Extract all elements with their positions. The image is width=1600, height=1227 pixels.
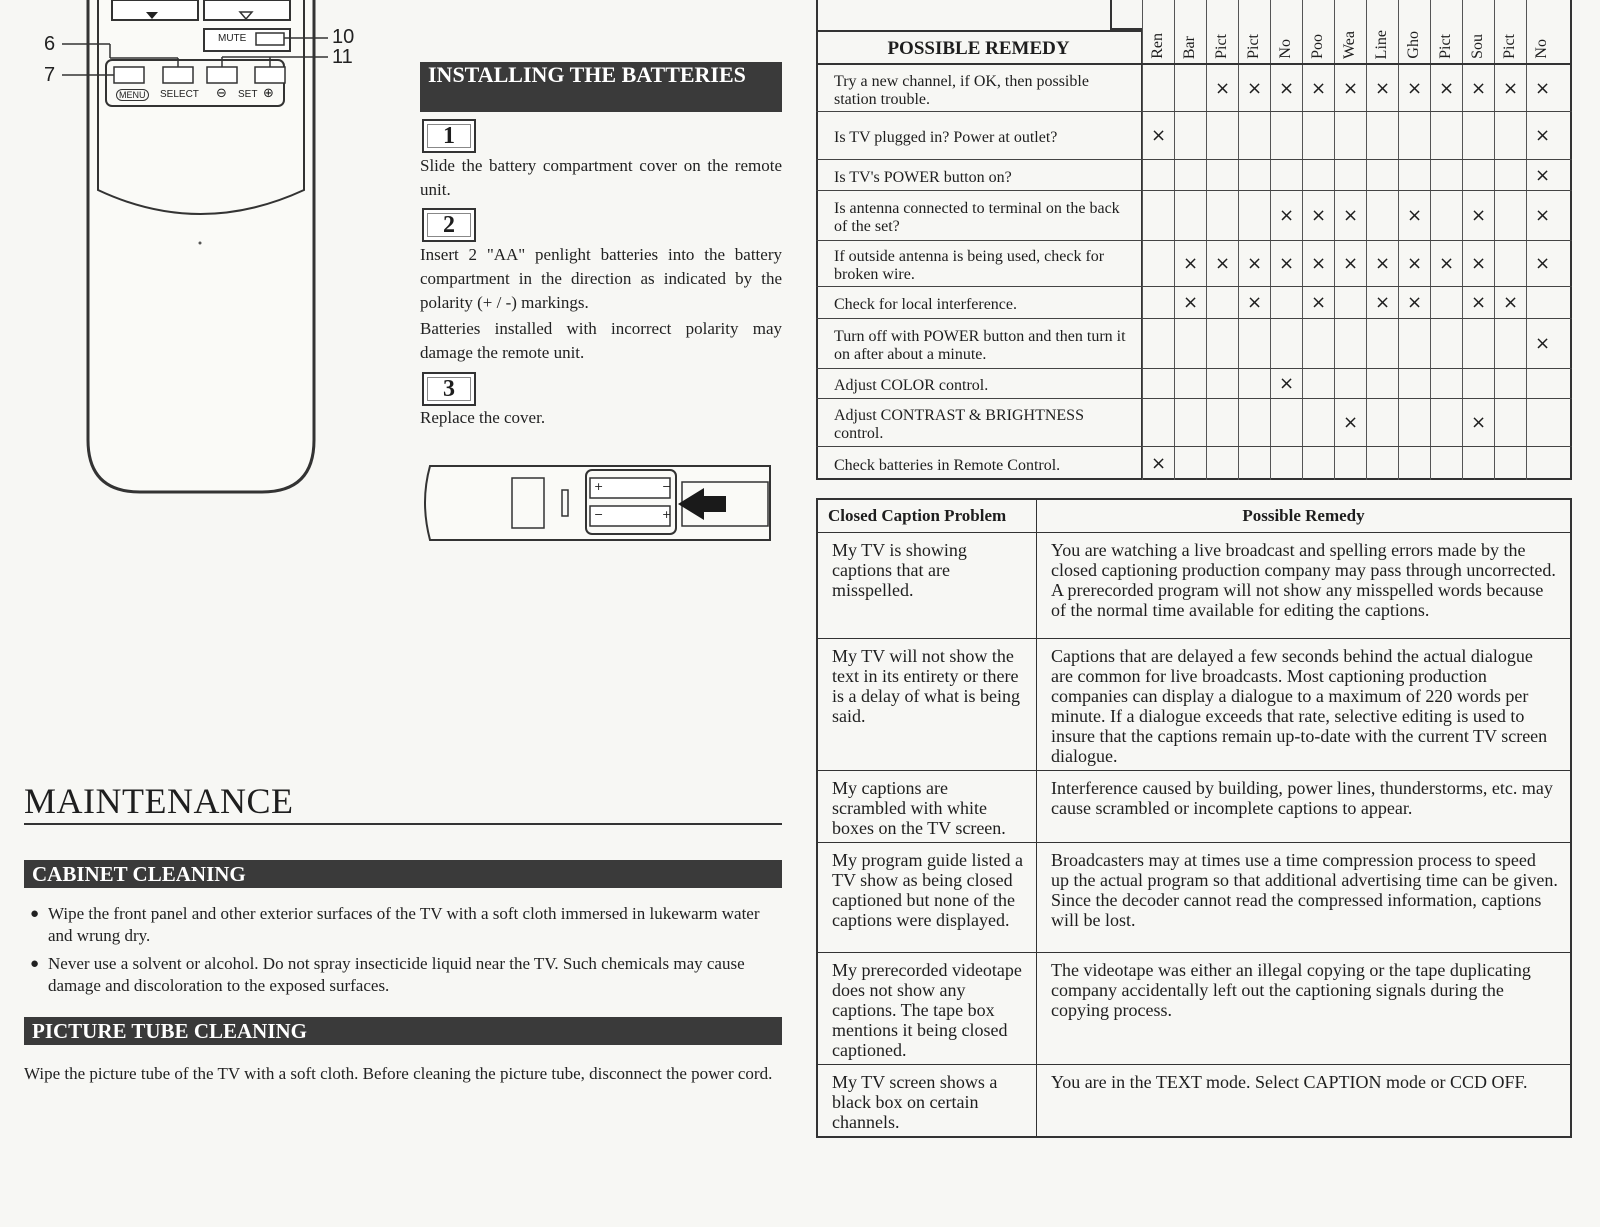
symptom-mark-cell: × [1462,287,1494,318]
cc-row [817,639,1571,771]
step-2-text: Insert 2 "AA" penlight batteries into the battery compartment in the direction as indicated by the polarity (+ / -) markings. [420,245,782,312]
diagram-plus-bottom: + [662,508,672,521]
symptom-column-label: Poo [1309,34,1326,59]
step-3-number: 3 [422,372,476,406]
symptom-mark-cell [1334,369,1366,398]
symptom-mark-cell [1174,160,1206,190]
symptom-mark-cell [1238,191,1270,240]
remedy-header-top-box [1110,0,1142,30]
symptom-mark-cell [1206,369,1238,398]
symptom-mark-cell [1366,112,1398,159]
symptom-column-label: No [1533,39,1550,59]
cc-problem: My TV screen shows a black box on certain channels. [817,1065,1037,1138]
symptom-mark-cell: × [1398,65,1430,111]
symptom-mark-cell [1302,399,1334,446]
symptom-mark-cell [1334,160,1366,190]
symptom-mark-cell [1462,369,1494,398]
symptom-column-header [1334,0,1366,63]
symptom-mark-cell [1270,112,1302,159]
symptom-mark-cell [1366,399,1398,446]
remedy-text: If outside antenna is being used, check for broken wire. [816,241,1142,286]
symptom-mark-cell [1142,241,1174,286]
maintenance-rule [24,823,782,825]
symptom-mark-cell [1334,287,1366,318]
symptom-mark-cell [1430,112,1462,159]
symptom-mark-cell [1238,112,1270,159]
remote-control-illustration [0,0,400,500]
diagram-minus-bottom: − [594,508,604,521]
symptom-mark-cell [1238,369,1270,398]
symptom-mark-cell [1142,399,1174,446]
symptom-column-header [1430,0,1462,63]
remedy-text: Check batteries in Remote Control. [816,447,1142,480]
step-1-text: Slide the battery compartment cover on the remote unit. [420,156,782,199]
symptom-mark-cell [1366,160,1398,190]
symptom-mark-cell [1430,399,1462,446]
symptom-mark-cell [1206,399,1238,446]
symptom-mark-cell [1142,319,1174,368]
symptom-mark-cell [1142,287,1174,318]
remedy-column-header: POSSIBLE REMEDY [816,30,1142,63]
symptom-mark-cell: × [1366,241,1398,286]
troubleshooting-row [816,286,1572,318]
symptom-mark-cell: × [1142,447,1174,480]
troubleshooting-row [816,368,1572,398]
cabinet-bullet-2: ● Never use a solvent or alcohol. Do not spray insecticide liquid near the TV. Such chemicals may cause damage and discoloration to the exposed surfaces. [30,954,745,995]
cc-problem: My TV is showing captions that are misspelled. [817,533,1037,639]
symptom-column-label: Ren [1149,33,1166,59]
symptom-mark-cell [1366,319,1398,368]
symptom-mark-cell [1494,191,1526,240]
troubleshooting-row [816,111,1572,159]
symptom-mark-cell: × [1462,191,1494,240]
symptom-mark-cell: × [1238,65,1270,111]
symptom-mark-cell [1206,191,1238,240]
symptom-mark-cell: × [1270,191,1302,240]
troubleshooting-row [816,190,1572,240]
symptom-mark-cell [1398,160,1430,190]
symptom-mark-cell [1302,160,1334,190]
symptom-mark-cell [1430,319,1462,368]
symptom-mark-cell [1174,319,1206,368]
step-2-warning: Batteries installed with incorrect polarity may damage the remote unit. [420,319,782,362]
symptom-mark-cell: × [1526,112,1558,159]
symptom-mark-cell [1174,399,1206,446]
cc-remedy: You are in the TEXT mode. Select CAPTION mode or CCD OFF. [1037,1065,1572,1138]
symptom-mark-cell: × [1526,160,1558,190]
symptom-mark-cell: × [1270,369,1302,398]
troubleshooting-row [816,240,1572,286]
symptom-mark-cell [1334,319,1366,368]
cabinet-bullet-1: ● Wipe the front panel and other exterior surfaces of the TV with a soft cloth immersed in lukewarm water and wrung dry. [30,904,760,945]
troubleshooting-row [816,398,1572,446]
remedy-text: Turn off with POWER button and then turn it on after about a minute. [816,319,1142,368]
remedy-text: Is antenna connected to terminal on the back of the set? [816,191,1142,240]
symptom-mark-cell: × [1302,191,1334,240]
symptom-mark-cell [1142,65,1174,111]
symptom-column-label: No [1277,39,1294,59]
symptom-mark-cell [1430,287,1462,318]
select-label: SELECT [160,89,199,100]
symptom-mark-cell [1494,399,1526,446]
troubleshooting-row [816,446,1572,480]
symptom-mark-cell: × [1174,241,1206,286]
symptom-mark-cell [1206,447,1238,480]
symptom-mark-cell [1238,447,1270,480]
plus-symbol: ⊕ [263,86,274,101]
symptom-column-label: Pict [1437,34,1454,59]
symptom-mark-cell [1238,399,1270,446]
symptom-column-label: Gho [1405,31,1422,59]
picture-tube-cleaning-heading: PICTURE TUBE CLEANING [24,1017,782,1045]
diagram-minus-top: − [662,480,672,493]
symptom-mark-cell: × [1302,241,1334,286]
symptom-mark-cell: × [1174,287,1206,318]
cc-row [817,843,1571,953]
symptom-mark-cell [1494,319,1526,368]
cc-remedy: You are watching a live broadcast and spelling errors made by the closed captioning production company may pass through uncorrected. A prerecorded program will not show any misspelled words because of the normal time available for editing the captions. [1037,533,1572,639]
symptom-mark-cell [1270,399,1302,446]
symptom-mark-cell: × [1302,65,1334,111]
symptom-mark-cell: × [1302,287,1334,318]
batteries-heading: INSTALLING THE BATTERIES [420,62,782,112]
cc-remedy: Broadcasters may at times use a time compression process to speed up the actual program so that additional advertising time can be given. Since the decoder cannot read the compressed information, captions will be lost. [1037,843,1572,953]
symptom-column-header [1366,0,1398,63]
cc-problem: My program guide listed a TV show as being closed captioned but none of the captions were displayed. [817,843,1037,953]
symptom-mark-cell: × [1430,241,1462,286]
symptom-column-header [1526,0,1558,63]
step-1-number: 1 [422,119,476,153]
symptom-mark-cell [1494,160,1526,190]
symptom-column-header [1302,0,1334,63]
symptom-mark-cell [1302,369,1334,398]
symptom-column-header [1398,0,1430,63]
symptom-column-label: Pict [1245,34,1262,59]
symptom-mark-cell: × [1142,112,1174,159]
symptom-mark-cell: × [1334,191,1366,240]
symptom-mark-cell [1302,112,1334,159]
symptom-mark-cell: × [1398,287,1430,318]
symptom-mark-cell [1302,447,1334,480]
remedy-text: Is TV plugged in? Power at outlet? [816,112,1142,159]
symptom-column-label: Sou [1469,34,1486,59]
cc-remedy: The videotape was either an illegal copying or the tape duplicating company accidentally left out the captioning signals during the copying process. [1037,953,1572,1065]
symptom-mark-cell: × [1494,65,1526,111]
set-label: SET [238,89,258,100]
picture-tube-text: Wipe the picture tube of the TV with a soft cloth. Before cleaning the picture tube, disconnect the power cord. [24,1064,773,1083]
symptom-mark-cell [1142,160,1174,190]
symptom-mark-cell: × [1334,399,1366,446]
symptom-mark-cell [1462,112,1494,159]
symptom-mark-cell: × [1334,65,1366,111]
troubleshooting-row [816,63,1572,111]
minus-symbol: ⊖ [216,86,227,101]
step-2-number: 2 [422,208,476,242]
symptom-mark-cell [1206,319,1238,368]
bullet-dot: ● [30,906,40,922]
symptom-column-header [1174,0,1206,63]
symptom-mark-cell [1238,160,1270,190]
symptom-column-label: Pict [1501,34,1518,59]
symptom-mark-cell: × [1494,287,1526,318]
symptom-mark-cell [1494,447,1526,480]
cabinet-cleaning-heading: CABINET CLEANING [24,860,782,888]
symptom-column-header [1206,0,1238,63]
symptom-mark-cell [1142,369,1174,398]
symptom-mark-cell: × [1430,65,1462,111]
symptom-mark-cell [1494,369,1526,398]
symptom-mark-cell: × [1238,241,1270,286]
bullet-dot: ● [30,956,40,972]
remedy-text: Adjust CONTRAST & BRIGHTNESS control. [816,399,1142,446]
symptom-mark-cell: × [1398,191,1430,240]
symptom-mark-cell [1462,447,1494,480]
symptom-mark-cell [1398,319,1430,368]
mute-label: MUTE [218,33,247,44]
symptom-mark-cell: × [1206,65,1238,111]
symptom-mark-cell [1174,369,1206,398]
cc-row [817,953,1571,1065]
diagram-plus-top: + [594,480,604,493]
symptom-mark-cell: × [1526,65,1558,111]
symptom-mark-cell: × [1462,241,1494,286]
symptom-mark-cell [1430,369,1462,398]
symptom-mark-cell [1430,191,1462,240]
remedy-text: Check for local interference. [816,287,1142,318]
closed-caption-table [816,498,1572,1138]
symptom-mark-cell [1526,369,1558,398]
symptom-mark-cell: × [1462,65,1494,111]
symptom-mark-cell [1366,191,1398,240]
symptom-mark-cell [1430,447,1462,480]
symptom-mark-cell [1494,241,1526,286]
symptom-mark-cell [1270,319,1302,368]
symptom-mark-cell: × [1526,191,1558,240]
symptom-mark-cell: × [1238,287,1270,318]
symptom-mark-cell [1334,447,1366,480]
menu-label: MENU [116,89,149,101]
battery-diagram [420,462,782,544]
callout-7: 7 [44,64,56,86]
step-3-text: Replace the cover. [420,408,546,427]
remedy-text: Try a new channel, if OK, then possible station trouble. [816,65,1142,111]
symptom-mark-cell [1206,112,1238,159]
symptom-column-header [1238,0,1270,63]
symptom-mark-cell: × [1270,65,1302,111]
symptom-mark-cell [1526,287,1558,318]
symptom-mark-cell [1174,65,1206,111]
symptom-mark-cell [1366,369,1398,398]
symptom-mark-cell [1270,160,1302,190]
cc-remedy: Captions that are delayed a few seconds behind the actual dialogue are common for live broadcasts. Most captioning production companies can display a dialogue to a maximum of 220 words per minute. If a dialogue exceeds that rate, selective editing is used to insure that the captions remain up-to-date with the current TV screen dialogue. [1037,639,1572,771]
callout-10: 10 [332,26,355,48]
symptom-mark-cell: × [1334,241,1366,286]
symptom-mark-cell [1526,447,1558,480]
symptom-mark-cell [1494,112,1526,159]
cc-problem: My prerecorded videotape does not show any captions. The tape box mentions it being closed captioned. [817,953,1037,1065]
symptom-mark-cell: × [1206,241,1238,286]
cc-remedy: Interference caused by building, power lines, thunderstorms, etc. may cause scrambled or incomplete captions to appear. [1037,771,1572,843]
symptom-mark-cell [1398,112,1430,159]
symptom-mark-cell: × [1398,241,1430,286]
symptom-mark-cell [1174,191,1206,240]
symptom-mark-cell [1142,191,1174,240]
symptom-mark-cell: × [1366,287,1398,318]
symptom-mark-cell: × [1462,399,1494,446]
cc-row [817,1065,1571,1138]
callout-6: 6 [44,33,56,55]
symptom-mark-cell [1398,369,1430,398]
symptom-mark-cell [1302,319,1334,368]
symptom-column-header [1142,0,1174,63]
symptom-mark-cell [1270,287,1302,318]
symptom-column-label: Bar [1181,35,1198,59]
cc-row [817,771,1571,843]
symptom-mark-cell: × [1270,241,1302,286]
symptom-mark-cell [1462,160,1494,190]
cc-header-row [817,499,1571,533]
callout-11: 11 [332,46,353,68]
symptom-column-header [1270,0,1302,63]
symptom-mark-cell [1174,112,1206,159]
cc-row [817,533,1571,639]
symptom-mark-cell [1398,447,1430,480]
maintenance-title: MAINTENANCE [24,781,294,821]
symptom-mark-cell [1206,160,1238,190]
symptom-mark-cell [1430,160,1462,190]
cc-problem-header: Closed Caption Problem [817,499,1037,533]
symptom-mark-cell [1270,447,1302,480]
symptom-mark-cell: × [1526,319,1558,368]
symptom-column-label: Pict [1213,34,1230,59]
cc-problem: My TV will not show the text in its entirety or there is a delay of what is being said. [817,639,1037,771]
cc-remedy-header: Possible Remedy [1037,499,1572,533]
symptom-mark-cell [1462,319,1494,368]
cc-problem: My captions are scrambled with white boxes on the TV screen. [817,771,1037,843]
remedy-text: Is TV's POWER button on? [816,160,1142,190]
symptom-mark-cell [1334,112,1366,159]
symptom-mark-cell: × [1526,241,1558,286]
symptom-mark-cell [1174,447,1206,480]
symptom-mark-cell [1206,287,1238,318]
symptom-mark-cell [1526,399,1558,446]
troubleshooting-row [816,159,1572,190]
symptom-column-header [1494,0,1526,63]
symptom-mark-cell [1366,447,1398,480]
troubleshooting-row [816,318,1572,368]
symptom-column-label: Line [1373,29,1390,59]
symptom-mark-cell [1398,399,1430,446]
symptom-mark-cell [1238,319,1270,368]
symptom-column-label: Wea [1341,30,1358,59]
remedy-text: Adjust COLOR control. [816,369,1142,398]
symptom-mark-cell: × [1366,65,1398,111]
symptom-column-header [1462,0,1494,63]
